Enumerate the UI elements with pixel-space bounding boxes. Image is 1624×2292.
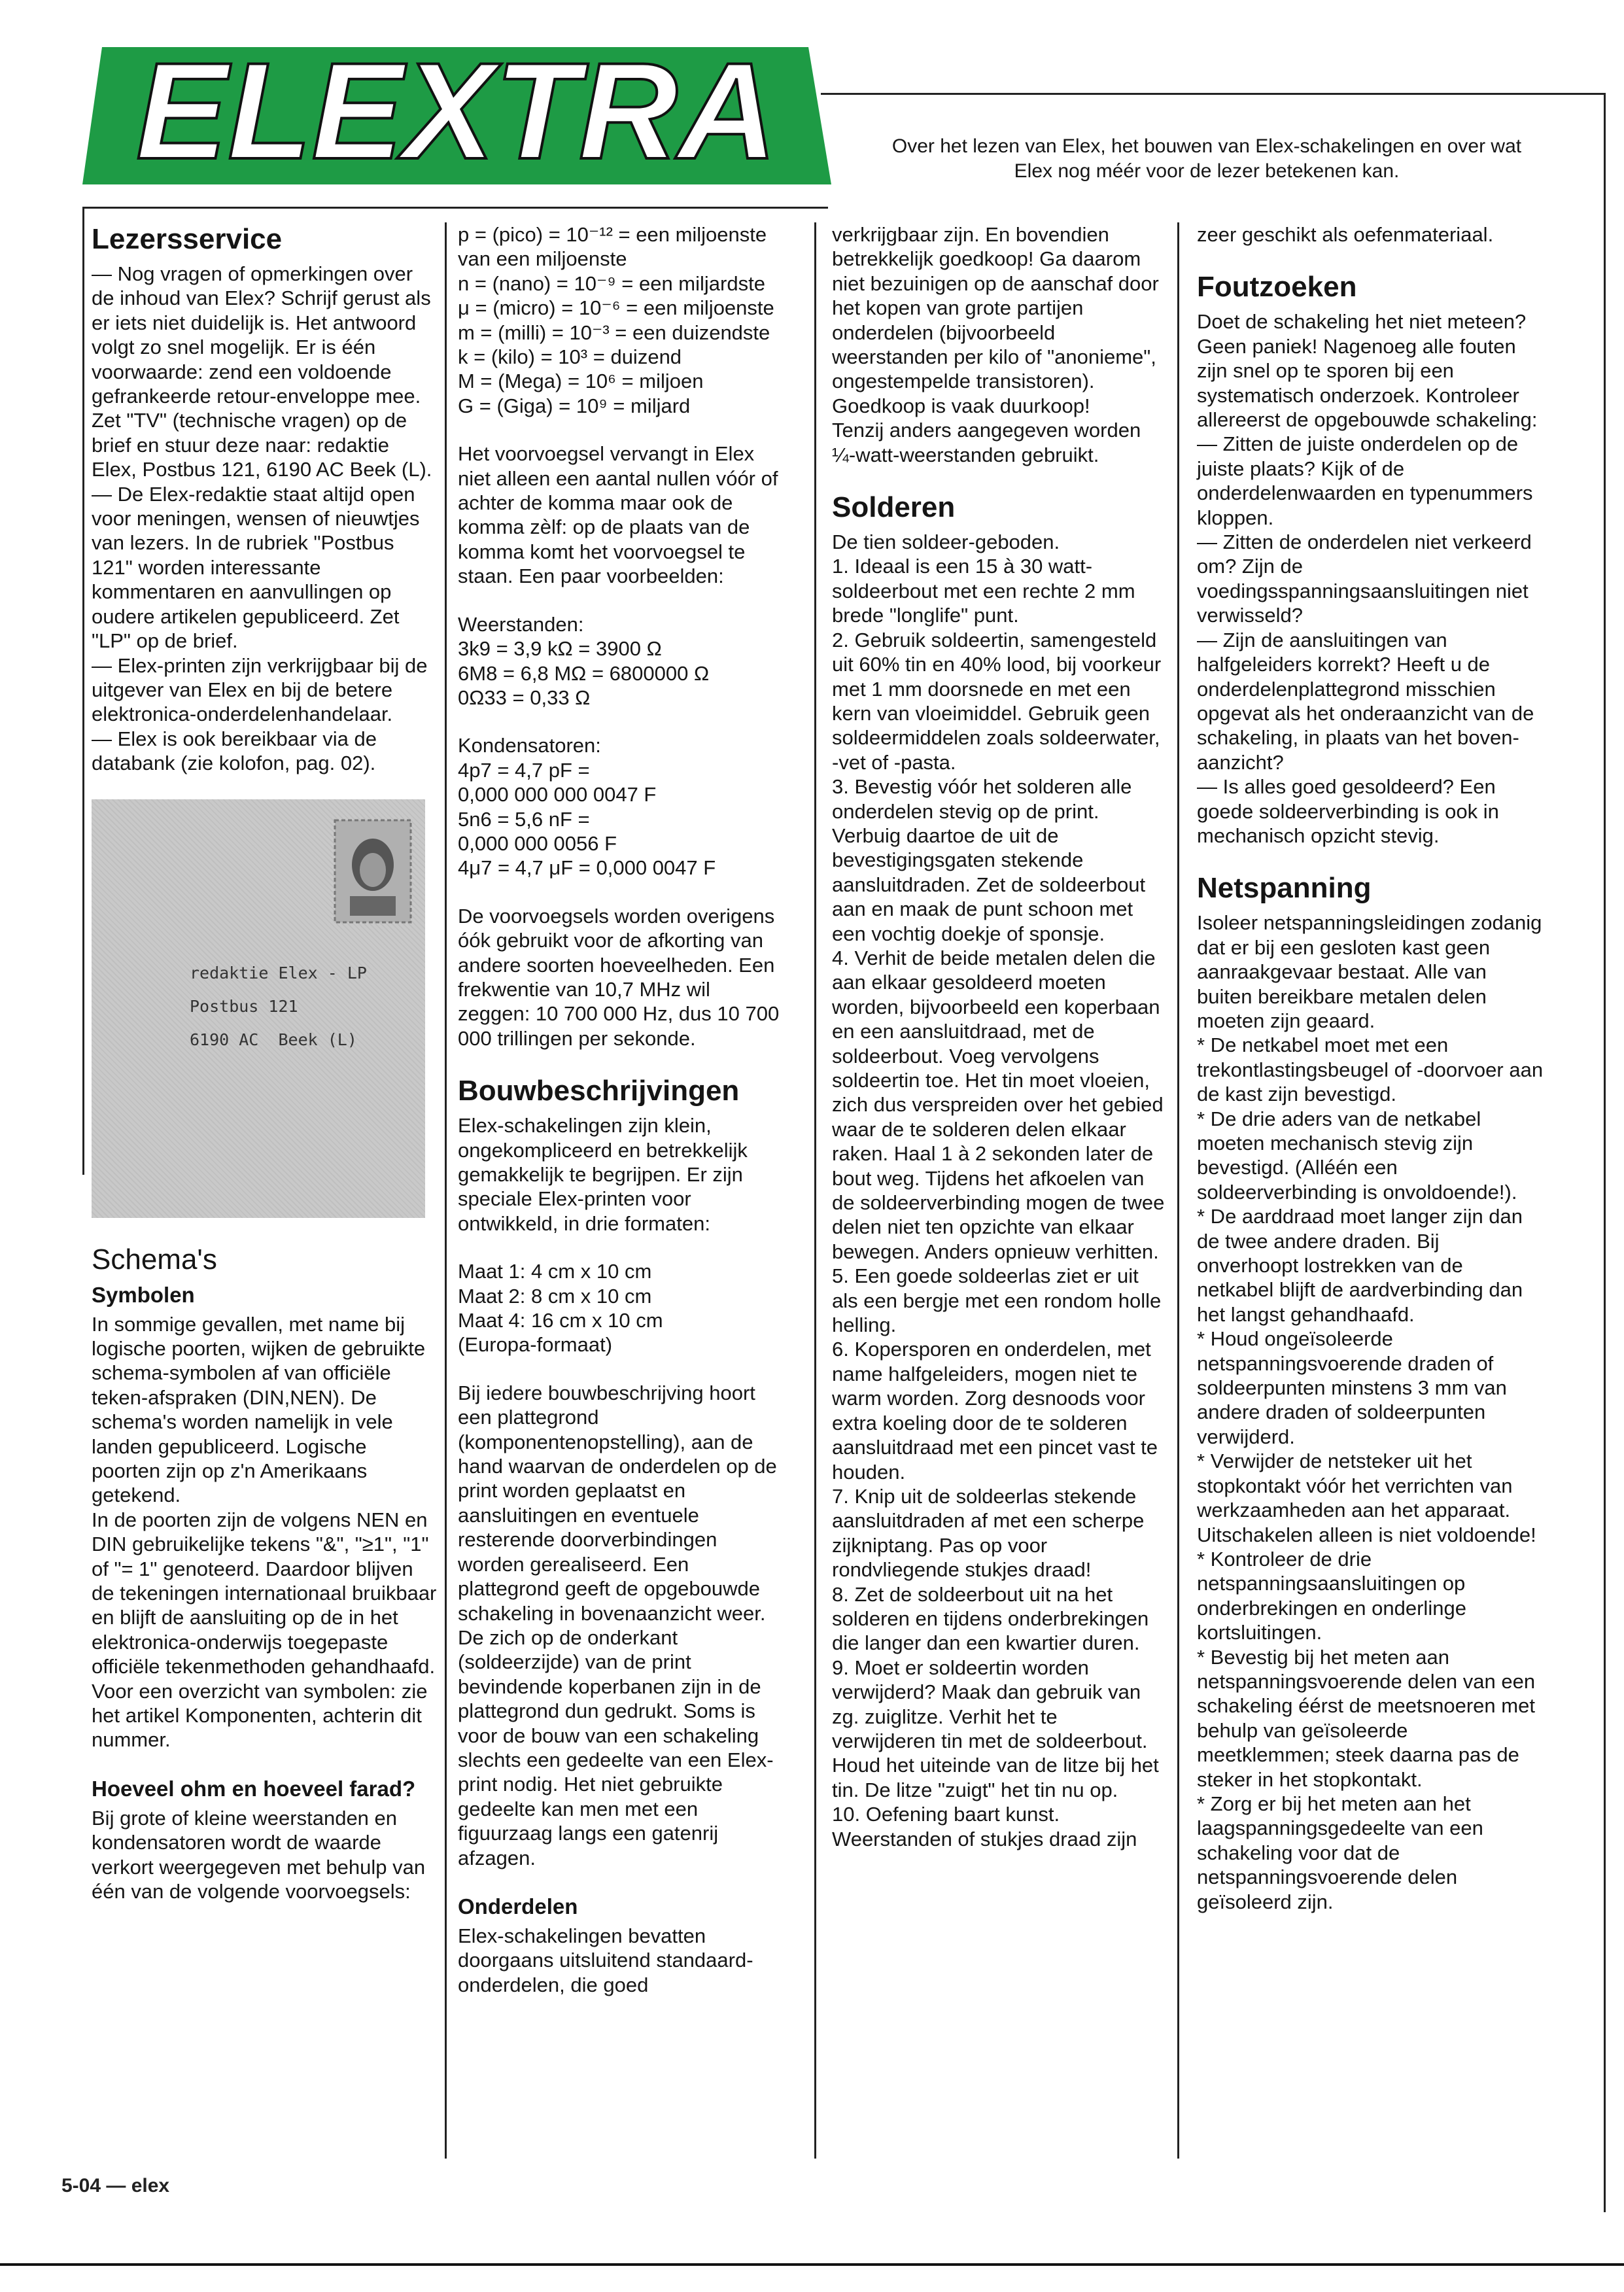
paragraph: In de poorten zijn de volgens NEN en DIN gebruikelijke tekens "&", "≥1", "1" of "= 1" genoteerd. Daardoor blijven de tekeningen internationaal bruikbaar en blijft de aansluiting op de in het elektronica-onderwijs toegepaste officiële tekenmethoden gehandhaafd. Voor een overzicht van symbolen: zie het artikel Komponenten, achterin dit nummer. xyxy=(92,1508,437,1752)
prefix-list: p = (pico) = 10⁻¹² = een miljoenste van een miljoenste n = (nano) = 10⁻⁹ = een miljardste μ = (micro) = 10⁻⁶ = een miljoenste m = (milli) = 10⁻³ = een duizendste k = (kilo) = 10³ = duizend M = (Mega) = 10⁶ = miljoen G = (Giga) = 10⁹ = miljard xyxy=(458,223,774,417)
paragraph: Doet de schakeling het niet meteen? Geen paniek! Nagenoeg alle fouten zijn snel op te sporen bij een systematisch onderzoek. Kontroleer allereerst de opgebouwde schakeling: — Zitten de juiste onderdelen op de juiste plaats? Kijk of de onderdelenwaarden en typenummers kloppen. — Zitten de onderdelen niet verkeerd om? Zijn de voedingsspanningsaansluitingen niet verwisseld? — Zijn de aansluitingen van halfgeleiders korrekt? Heeft u de onderdelenplattegrond misschien opgevat als het onderaanzicht van de schakeling, in plaats van het boven-aanzicht? — Is alles goed gesoldeerd? Een goede soldeerverbinding is ook in mechanisch opzicht stevig. xyxy=(1197,310,1538,847)
heading-foutzoeken: Foutzoeken xyxy=(1197,271,1357,304)
frame-line-top-left xyxy=(82,207,828,209)
heading-netspanning: Netspanning xyxy=(1197,872,1372,905)
solder-rule: 1. Ideaal is een 15 à 30 watt-soldeerbout met een rechte 2 mm brede "longlife" punt. xyxy=(832,555,1135,627)
column-divider xyxy=(814,222,816,2159)
heading-lezersservice: Lezersservice xyxy=(92,223,283,255)
column-2 xyxy=(458,222,785,2021)
heading-solderen: Solderen xyxy=(832,491,956,524)
subheading-hoeveel: Hoeveel ohm en hoeveel farad? xyxy=(92,1776,416,1801)
capacitor-examples: Kondensatoren: 4p7 = 4,7 pF = 0,000 000 000 0047 F 5n6 = 5,6 nF = 0,000 000 0056 F 4μ7 = 4,7 μF = 0,000 0047 F xyxy=(458,734,716,880)
heading-bouwbeschrijvingen: Bouwbeschrijvingen xyxy=(458,1075,740,1107)
column-1 xyxy=(92,222,438,1927)
paragraph: De voorvoegsels worden overigens óók gebruikt voor de afkorting van andere soorten hoeveelheden. Een frekwentie van 10,7 MHz wil zeggen: 10 700 000 Hz, dus 10 700 000 trillingen per sekonde. xyxy=(458,904,780,1050)
subheading-symbolen: Symbolen xyxy=(92,1282,195,1307)
paragraph: — Nog vragen of opmerkingen over de inhoud van Elex? Schrijf gerust als er iets niet duidelijk is. Het antwoord volgt zo snel mogelijk. Er is één voorwaarde: zend een voldoende gefrankeerde retour-enveloppe mee. Zet "TV" (technische vragen) op de brief en stuur deze naar: redaktie Elex, Postbus 121, 6190 AC Beek (L). xyxy=(92,262,432,481)
paragraph: verkrijgbaar zijn. En bovendien betrekkelijk goedkoop! Ga daarom niet bezuinigen op de aanschaf door het kopen van grote partijen onderdelen (bijvoorbeeld weerstanden per kilo of "anonieme", ongestempelde transistoren). Goedkoop is vaak duurkoop! Tenzij anders aangegeven worden ¼-watt-weerstanden gebruikt. xyxy=(832,223,1159,466)
column-3 xyxy=(832,222,1166,1875)
paragraph: — Elex-printen zijn verkrijgbaar bij de uitgever van Elex en bij de betere elektronica-onderdelenhandelaar. xyxy=(92,653,428,726)
solder-rule: 8. Zet de soldeerbout uit na het solderen en tijdens onderbrekingen die langer dan een kwartier duren. xyxy=(832,1582,1149,1655)
solder-rule: 6. Kopersporen en onderdelen, met name halfgeleiders, mogen niet te warm worden. Zorg desnoods voor extra koeling door de te solderen aansluitdraad met een pincet vast te houden. xyxy=(832,1338,1158,1484)
solder-intro: De tien soldeer-geboden. xyxy=(832,530,1060,554)
solder-rule: 10. Oefening baart kunst. Weerstanden of stukjes draad zijn xyxy=(832,1803,1137,1850)
bottom-rule xyxy=(0,2263,1624,2266)
solder-rule: 5. Een goede soldeerlas ziet er uit als een bergje met een rondom holle helling. xyxy=(832,1264,1162,1337)
frame-line-left xyxy=(82,207,84,1175)
paragraph: — Elex is ook bereikbaar via de databank (zie kolofon, pag. 02). xyxy=(92,727,377,775)
solder-rule: 9. Moet er soldeertin worden verwijderd? Maak dan gebruik van zg. zuiglitze. Verhit het te verwijderen tin met de soldeerbout. Houd het uiteinde van de litze bij het tin. De litze "zuigt" het tin nu op. xyxy=(832,1656,1159,1801)
paragraph: In sommige gevallen, met name bij logische poorten, wijken de gebruikte schema-symbolen af van officiële teken-afspraken (DIN,NEN). De schema's worden namelijk in vele landen gepubliceerd. Logische poorten zijn op z'n Amerikaans getekend. xyxy=(92,1312,426,1507)
paragraph: Bij grote of kleine weerstanden en kondensatoren wordt de waarde verkort weergegeven met behulp van één van de volgende voorvoegsels: xyxy=(92,1806,426,1903)
paragraph: Het voorvoegsel vervangt in Elex niet alleen een aantal nullen vóór of achter de komma maar ook de komma zèlf: op de plaats van de komma komt het voorvoegsel te staan. Een paar voorbeelden: xyxy=(458,442,778,588)
solder-rule: 3. Bevestig vóór het solderen alle onderdelen stevig op de print. Verbuig daartoe de uit de bevestigingsgaten stekende aansluitdraden. Zet de soldeerbout aan en maak de punt schoon met een vochtig doekje of sponsje. xyxy=(832,775,1146,945)
print-formats: Maat 1: 4 cm x 10 cm Maat 2: 8 cm x 10 cm Maat 4: 16 cm x 10 cm (Europa-formaat) xyxy=(458,1260,663,1357)
column-divider xyxy=(1177,222,1179,2159)
heading-schemas: Schema's xyxy=(92,1243,217,1276)
solder-rule: 2. Gebruik soldeertin, samengesteld uit 60% tin en 40% lood, bij voorkeur met 1 mm doorsnede en met een kern van vloeimiddel. Gebruik geen soldeermiddelen zoals soldeerwater, -vet of -pasta. xyxy=(832,628,1162,774)
frame-line-right xyxy=(1604,93,1606,2212)
envelope-address: redaktie Elex - LP Postbus 121 6190 AC Beek (L) xyxy=(190,963,367,1049)
paragraph: zeer geschikt als oefenmateriaal. xyxy=(1197,223,1494,246)
paragraph: Bij iedere bouwbeschrijving hoort een plattegrond (komponentenopstelling), aan de hand waarvan de onderdelen op de print worden geplaatst en aansluitingen en eventuele resterende doorverbindingen worden gerealiseerd. Een plattegrond geeft de opgebouwde schakeling in bovenaanzicht weer. De zich op de onderkant (soldeerzijde) van de print bevindende koperbanen zijn in de plattegrond dun gedrukt. Soms is voor de bouw van een schakeling slechts een gedeelte van een Elex-print nodig. Het niet gebruikte gedeelte kan men met een figuurzaag langs een gatenrij afzagen. xyxy=(458,1381,777,1869)
solder-rule: 7. Knip uit de soldeerlas stekende aansluitdraden af met een scherpe zijkniptang. Pas op voor rondvliegende stukjes draad! xyxy=(832,1484,1145,1582)
logo-text: ELEXTRA xyxy=(135,47,778,184)
paragraph: — De Elex-redaktie staat altijd open voor meningen, wensen of nieuwtjes van lezers. In de rubriek "Postbus 121" worden interessante kommentaren en aanvullingen op oudere artikelen gepubliceerd. Zet "LP" op de brief. xyxy=(92,482,420,653)
column-divider xyxy=(445,222,447,2159)
stamp-portrait-icon xyxy=(334,819,412,924)
intro-text: Over het lezen van Elex, het bouwen van Elex-schakelingen en over wat Elex nog méér voor de lezer betekenen kan. xyxy=(891,135,1522,182)
envelope-image xyxy=(92,799,425,1218)
resistor-examples: Weerstanden: 3k9 = 3,9 kΩ = 3900 Ω 6M8 = 6,8 MΩ = 6800000 Ω 0Ω33 = 0,33 Ω xyxy=(458,612,710,709)
paragraph: Isoleer netspanningsleidingen zodanig dat er bij een gesloten kast geen aanraakgevaar bestaat. Alle van buiten bereikbare metalen delen moeten zijn geaard. * De netkabel moet met een trekontlastingsbeugel of -doorvoer aan de kast zijn bevestigd. * De drie aders van de netkabel moeten mechanisch stevig zijn bevestigd. (Alléén een soldeerverbinding is onvoldoende!). * De aarddraad moet langer zijn dan de twee andere draden. Bij onverhoopt lostrekken van de netkabel blijft de aardverbinding dan het langst gehandhaafd. * Houd ongeïsoleerde netspanningsvoerende draden of soldeerpunten minstens 3 mm van andere draden of soldeerpunten verwijderd. * Verwijder de netsteker uit het stopkontakt vóór het verrichten van werkzaamheden aan het apparaat. Uitschakelen alleen is niet voldoende! * Kontroleer de drie netspanningsaansluitingen op onderbrekingen en onderlinge kortsluitingen. * Bevestig bij het meten aan netspanningsvoerende delen van een schakeling éérst de meetsnoeren met behulp van geïsoleerde meetklemmen; steek daarna pas de steker in het stopkontakt. * Zorg er bij het meten aan het laagspanningsgedeelte van een schakeling voor dat de netspanningsvoerende delen geïsoleerd zijn. xyxy=(1197,911,1544,1913)
solder-rule: 4. Verhit de beide metalen delen die aan elkaar gesoldeerd moeten worden, bijvoorbeeld een koperbaan en een aansluitdraad, met de soldeerbout. Voeg vervolgens soldeertin toe. Het tin moet vloeien, zich dus verspreiden over het gebied waar de te solderen delen elkaar raken. Haal 1 à 2 sekonden later de bout weg. Tijdens het afkoelen van de soldeerverbinding mogen de twee delen niet ten opzichte van elkaar bewegen. Anders opnieuw verhitten. xyxy=(832,946,1165,1263)
paragraph: Elex-schakelingen bevatten doorgaans uitsluitend standaard-onderdelen, die goed xyxy=(458,1924,753,1996)
subheading-onderdelen: Onderdelen xyxy=(458,1894,578,1919)
paragraph: Elex-schakelingen zijn klein, ongekompliceerd en betrekkelijk gemakkelijk te begrijpen. Er zijn speciale Elex-printen voor ontwikkeld, in drie formaten: xyxy=(458,1114,748,1235)
column-4 xyxy=(1197,222,1544,1937)
page-footer: 5-04 — elex xyxy=(61,2175,170,2196)
elextra-logo xyxy=(82,47,831,184)
frame-line-top xyxy=(821,93,1606,95)
